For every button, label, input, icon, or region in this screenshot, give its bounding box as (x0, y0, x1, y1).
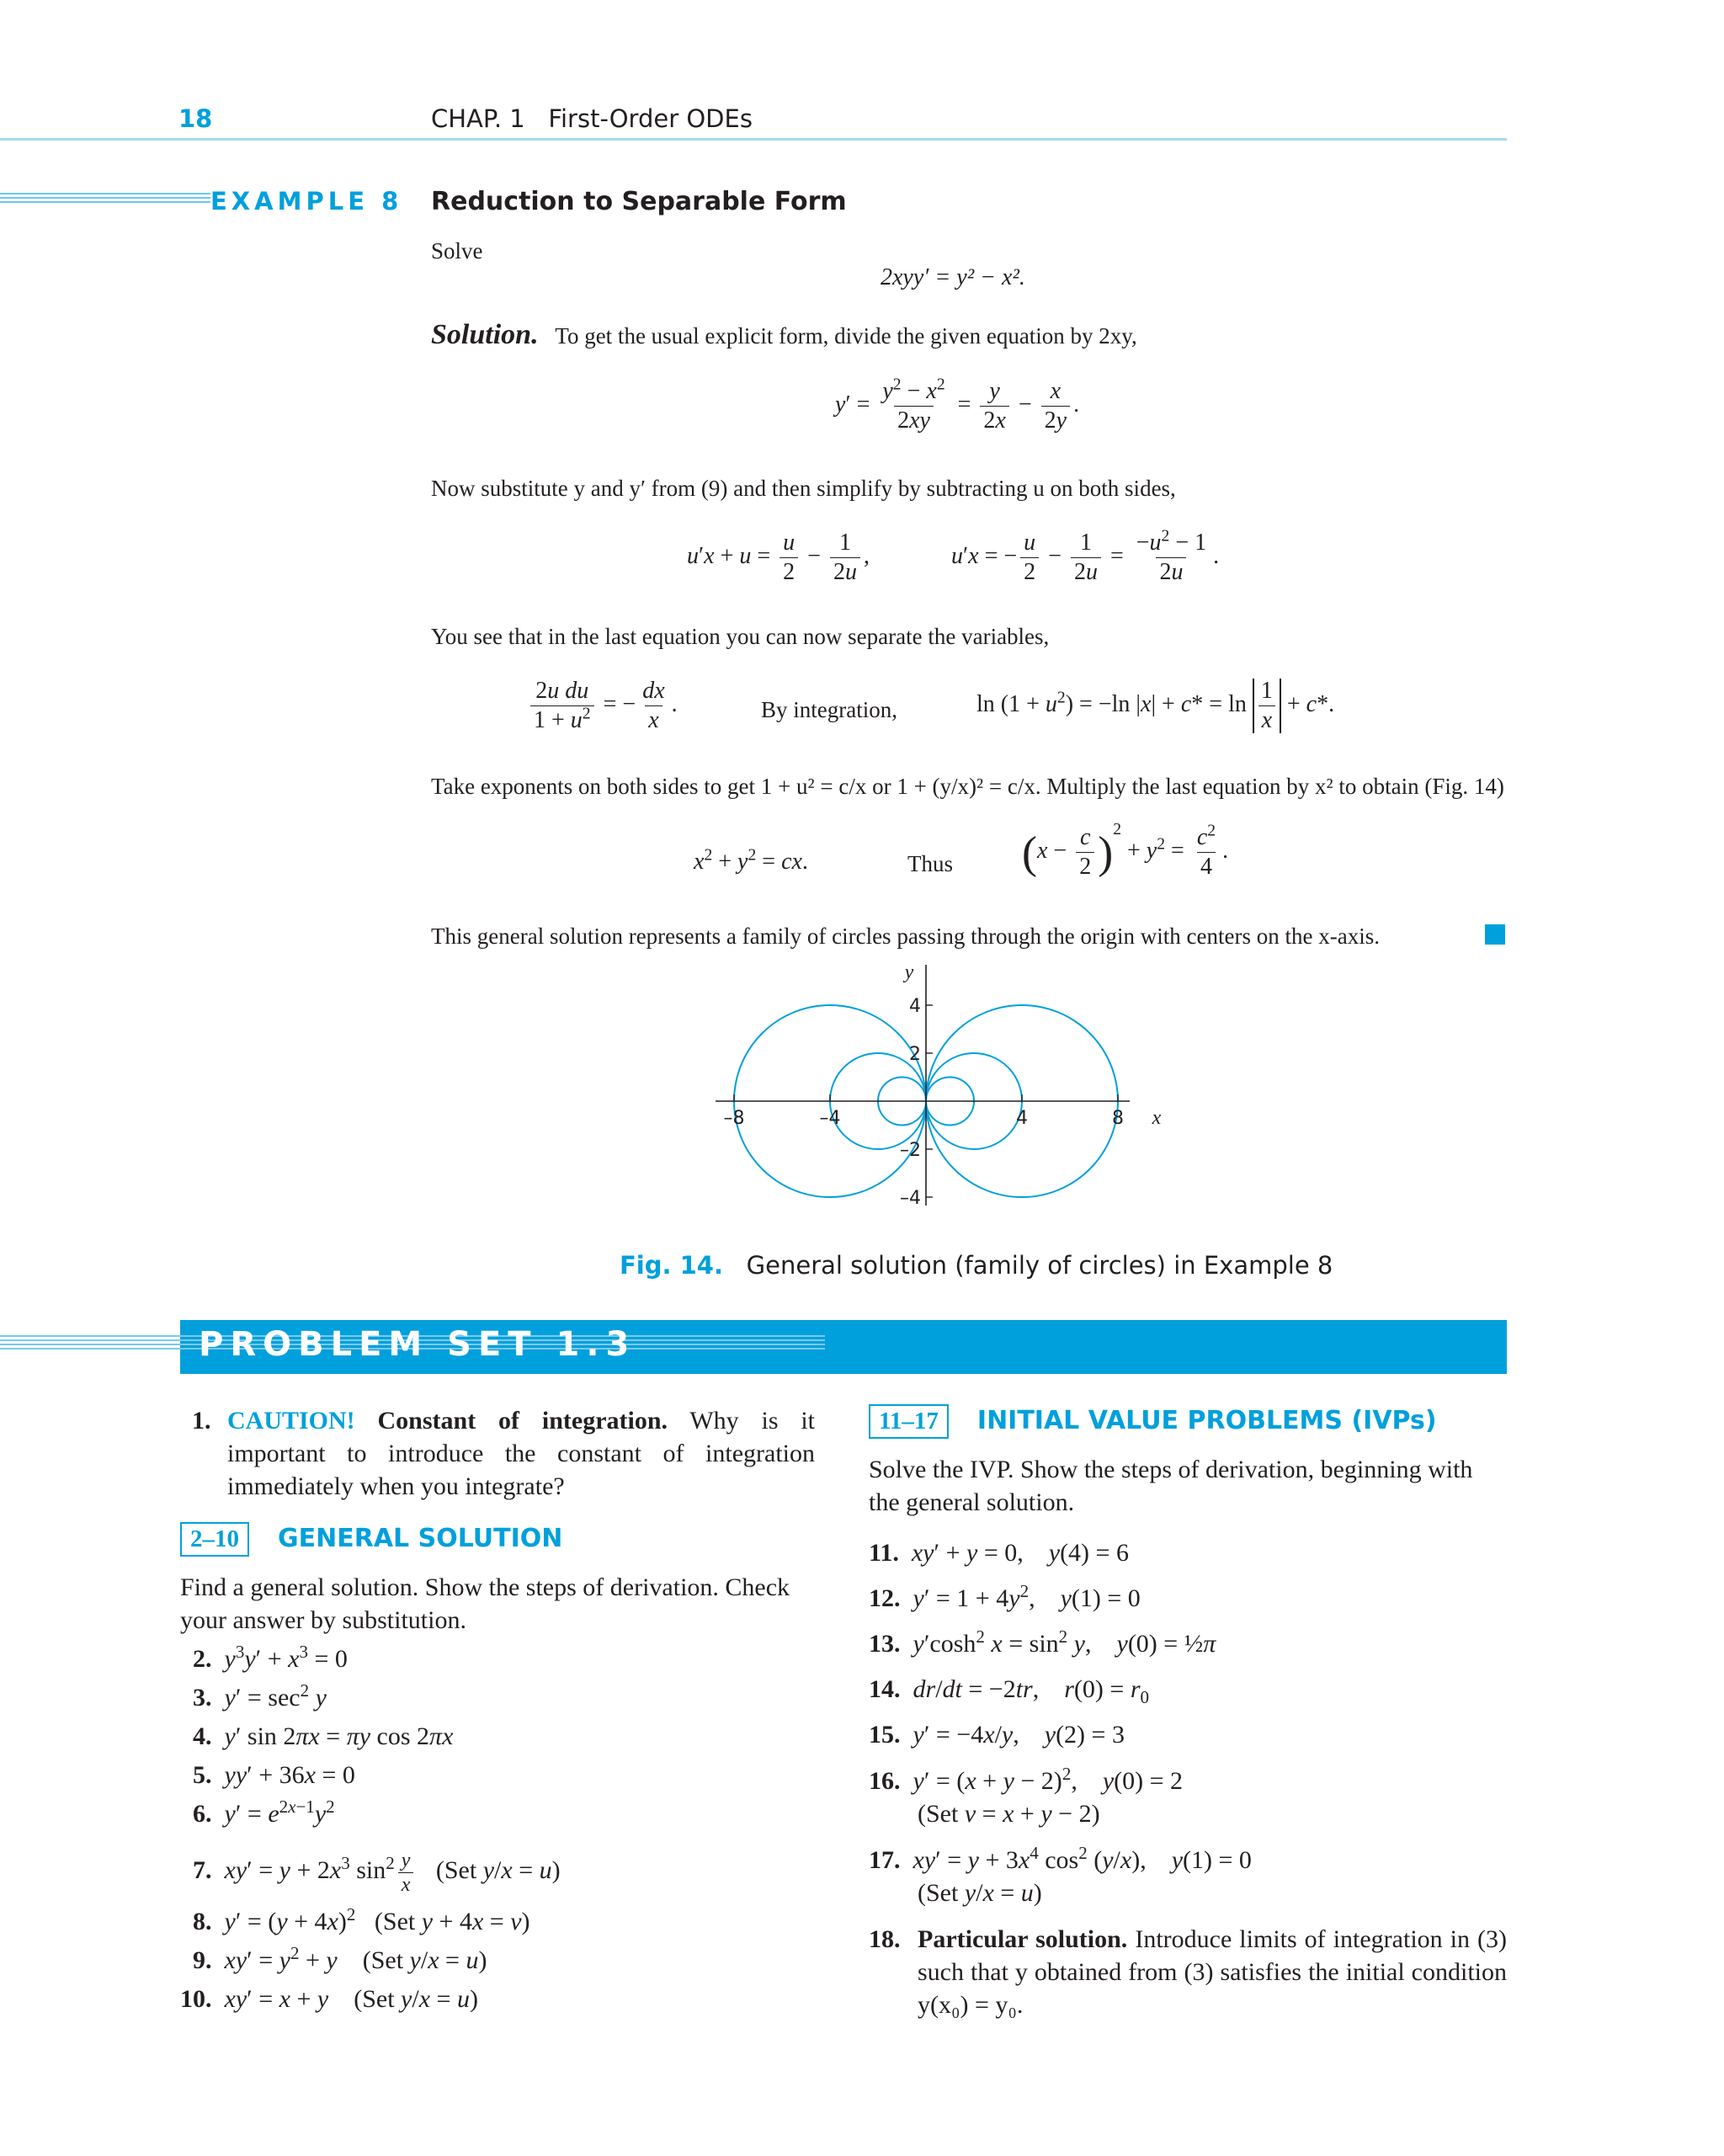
problem-9: 9. $xy' = y^2 + y$ (Set y/x = u) (180, 1943, 487, 1974)
problem-2: 2. $y^3y' + x^3 = 0$ (180, 1642, 348, 1673)
section-ivp-title: INITIAL VALUE PROBLEMS (IVPs) (976, 1406, 1437, 1435)
page-number: 18 (178, 104, 213, 133)
y-axis-label: y (904, 961, 914, 983)
section-ivp-range: 11–17 (869, 1404, 949, 1439)
solution-text: To get the usual explicit form, divide the given equation by 2xy, (555, 323, 1137, 349)
section-general-solution-header (180, 1522, 562, 1557)
equation-substituted-1: u′x + u = $\frac{u}{2}$ − $\frac{1}{2u}$ , (687, 530, 870, 585)
problem-1-number: 1. (192, 1407, 211, 1435)
chapter-label: CHAP. 1 (431, 104, 525, 133)
by-integration-label: By integration, (761, 697, 897, 722)
section-ivp-intro: Solve the IVP. Show the steps of derivation, beginning with the general solution. (869, 1456, 1473, 1516)
example-rule-lines (0, 193, 210, 205)
equation-circle: $x^2 + y^2$ = cx. (694, 846, 808, 875)
y-tick-label: 2 (909, 1044, 921, 1065)
solution-line (431, 320, 1137, 351)
problem-18-title: Particular solution. (918, 1925, 1128, 1953)
problem-16: 16. $y' = (x + y - 2)^2$, y(0) = 2 (Set v = x + y − 2) (869, 1764, 1184, 1828)
problem-list-left (180, 1640, 820, 2019)
problem-15: 15. y′ = −4x/y, y(2) = 3 (869, 1721, 1125, 1749)
problem-11: 11. xy′ + y = 0, y(4) = 6 (869, 1539, 1129, 1567)
problem-1-title: Constant of integration. (377, 1407, 668, 1435)
equation-separated: $\frac{\text{2u du}}{1 + u^2}$ = − $\frac{dx}{x}$ . (527, 679, 678, 733)
problem-3: 3. $y' = \sec^2 y$ (180, 1680, 327, 1711)
section-general-solution-intro: Find a general solution. Show the steps of derivation. Check your answer by substitution. (180, 1573, 790, 1634)
x-axis-label: x (1152, 1107, 1162, 1129)
problem-set-title: PROBLEM SET 1.3 (199, 1325, 636, 1364)
section-general-solution-range: 2–10 (180, 1522, 249, 1557)
problem-13: 13. $y'\cosh^2$ $x = \sin^2 y$, y(0) = ½π (869, 1626, 1216, 1658)
thus-label: Thus (907, 851, 953, 876)
figure-caption (620, 1251, 1333, 1280)
conclusion-text: This general solution represents a family of circles passing through the origin with centers on the x-axis. (431, 924, 1380, 949)
section-ivp-header (869, 1404, 1437, 1439)
example-equation: 2xyy′ = y² − x². (881, 264, 1025, 290)
example-label: EXAMPLE 8 (210, 187, 403, 216)
problem-8: 8. $y' = (y + 4x)^2$ (Set y + 4x = v) (180, 1904, 530, 1935)
figure-14-chart (707, 961, 1179, 1238)
x-tick-label: –8 (723, 1108, 745, 1129)
equation-circle-standard: (x − $\frac{c}{2}$ )$^2 + y^2$ = $\frac{c^2}{4}$ . (1022, 820, 1229, 880)
problem-5: 5. yy′ + 36x = 0 (180, 1761, 355, 1789)
chapter-title: First-Order ODEs (548, 104, 753, 133)
equation-explicit: y′ = $\frac{y^2 - x^2}{2xy}$ = $\frac{y}{2x}$ − $\frac{x}{2y}$ . (835, 375, 1080, 434)
separate-text: You see that in the last equation you can now separate the variables, (431, 624, 1050, 649)
problem-1 (192, 1404, 815, 1503)
y-tick-label: 4 (909, 996, 921, 1017)
exponent-text: Take exponents on both sides to get 1 + u² = c/x or 1 + (y/x)² = c/x. Multiply the last equation by x² to obtain (Fig. 14) (431, 774, 1504, 799)
problem-14: 14. dr/dt = −2tr, $r(0) = r_0$ (869, 1675, 1150, 1707)
problem-list-right (869, 1530, 1507, 1909)
figure-label: Fig. 14. (620, 1251, 723, 1280)
problem-18 (869, 1923, 1507, 2021)
equation-substituted-2: u′x = − $\frac{u}{2}$ − $\frac{1}{2u}$ = $\frac{-u^2 - 1}{2u}$ . (951, 527, 1220, 585)
solution-label: Solution. (431, 319, 539, 350)
problem-6: 6. $y' = e^{2x-1}y^2$ (180, 1797, 335, 1828)
figure-caption-text: General solution (family of circles) in Example 8 (746, 1251, 1333, 1280)
end-of-example-marker (1485, 924, 1505, 945)
problem-7: 7. $xy' = y + 2x^3$ $\sin^2$ $\frac{y}{x}$ (Set y/x = u) (180, 1849, 561, 1896)
x-tick-label: 4 (1016, 1108, 1028, 1129)
substitute-text: Now substitute y and y′ from (9) and then simplify by subtracting u on both sides, (431, 476, 1176, 501)
x-tick-label: –4 (819, 1108, 841, 1129)
running-head (431, 104, 753, 133)
problem-18-number: 18. (869, 1925, 901, 1953)
problem-4: 4. y′ sin 2πx = πy cos 2πx (180, 1722, 454, 1750)
example-title: Reduction to Separable Form (431, 187, 847, 216)
problem-1-text: Why is it important to introduce the constant of integration immediately when you integrate? (227, 1407, 815, 1500)
y-tick-label: –2 (900, 1140, 921, 1161)
problem-17: 17. $xy' = y + 3x^4$ $\cos^2 (y/x)$, y(1) = 0 (Set y/x = u) (869, 1843, 1252, 1907)
example-intro: Solve (431, 238, 483, 264)
x-tick-label: 8 (1112, 1108, 1124, 1129)
problem-18-text: Introduce limits of integration in (3) such that y obtained from (3) satisfies the initial condition y(x₀) = y₀. (918, 1925, 1508, 2019)
section-general-solution-title: GENERAL SOLUTION (278, 1524, 563, 1553)
problem-1-caution: CAUTION! (227, 1407, 355, 1435)
problem-12: 12. $y' = 1 + 4y^2$, y(1) = 0 (869, 1581, 1141, 1612)
header-rule (0, 138, 1507, 141)
y-tick-label: –4 (900, 1188, 921, 1209)
equation-integrated: $\ln (1 + u^2) = -\ln$ |x| + c* = ln $\frac{1}{x}$ + c*. (976, 678, 1335, 733)
problem-10: 10. xy′ = x + y (Set y/x = u) (180, 1985, 478, 2013)
